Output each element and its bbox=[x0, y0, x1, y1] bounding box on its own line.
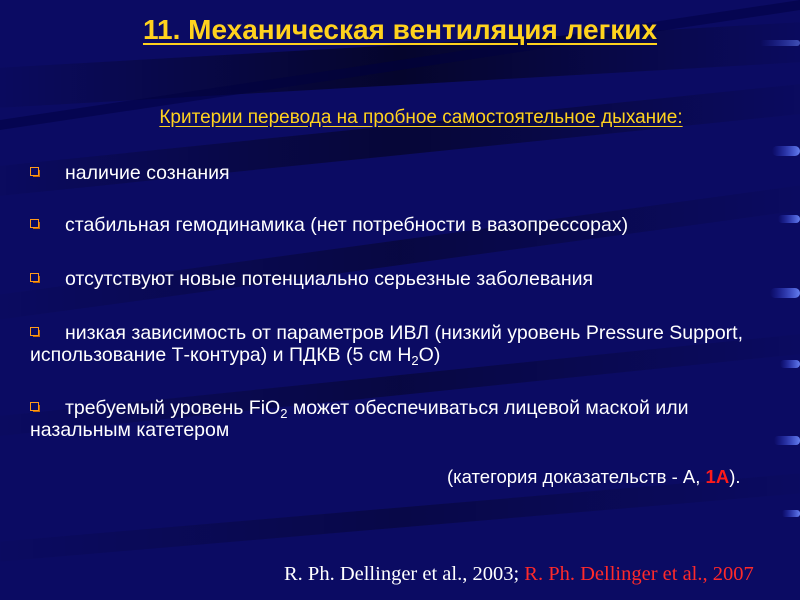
bullet-item bbox=[30, 397, 775, 441]
bullet-item bbox=[30, 322, 775, 366]
bullet-item bbox=[30, 214, 775, 236]
evidence-grade: 1А bbox=[705, 466, 730, 487]
slide-title: 11. Механическая вентиляция легких bbox=[142, 14, 658, 45]
bullet-text: стабильная гемодинамика (нет потребности в вазопрессорах) bbox=[65, 214, 629, 236]
bullet-item bbox=[30, 162, 775, 184]
bullet-text: наличие сознания bbox=[65, 162, 230, 184]
bullet-text: низкая зависимость от параметров ИВЛ (низкий уровень Pressure Support, использование Т-контура) и ПДКВ (5 см H bbox=[30, 322, 743, 366]
subscript: 2 bbox=[411, 353, 419, 368]
bullet-square-icon bbox=[30, 167, 39, 176]
reference-citation bbox=[284, 563, 754, 586]
slide-subtitle: Критерии перевода на пробное самостоятельное дыхание: bbox=[159, 107, 683, 128]
bullet-text: требуемый уровень FiO bbox=[65, 397, 281, 419]
bullet-square-icon bbox=[30, 219, 39, 228]
bullet-item bbox=[30, 268, 775, 290]
evidence-prefix: (категория доказательств - А, bbox=[447, 466, 706, 487]
evidence-category bbox=[447, 466, 741, 488]
evidence-suffix: ). bbox=[729, 466, 741, 487]
bullet-square-icon bbox=[30, 273, 39, 282]
bullet-text-end: O) bbox=[418, 344, 441, 366]
bullet-text-end: может обеспечиваться лицевой маской или назальным катетером bbox=[30, 397, 689, 441]
subscript: 2 bbox=[280, 406, 288, 421]
bullet-square-icon bbox=[30, 327, 39, 336]
bullet-text: отсутствуют новые потенциально серьезные заболевания bbox=[65, 268, 594, 290]
reference-main: R. Ph. Dellinger et al., 2003; bbox=[284, 563, 525, 585]
reference-accent: R. Ph. Dellinger et al., 2007 bbox=[524, 563, 754, 585]
bullet-square-icon bbox=[30, 402, 39, 411]
